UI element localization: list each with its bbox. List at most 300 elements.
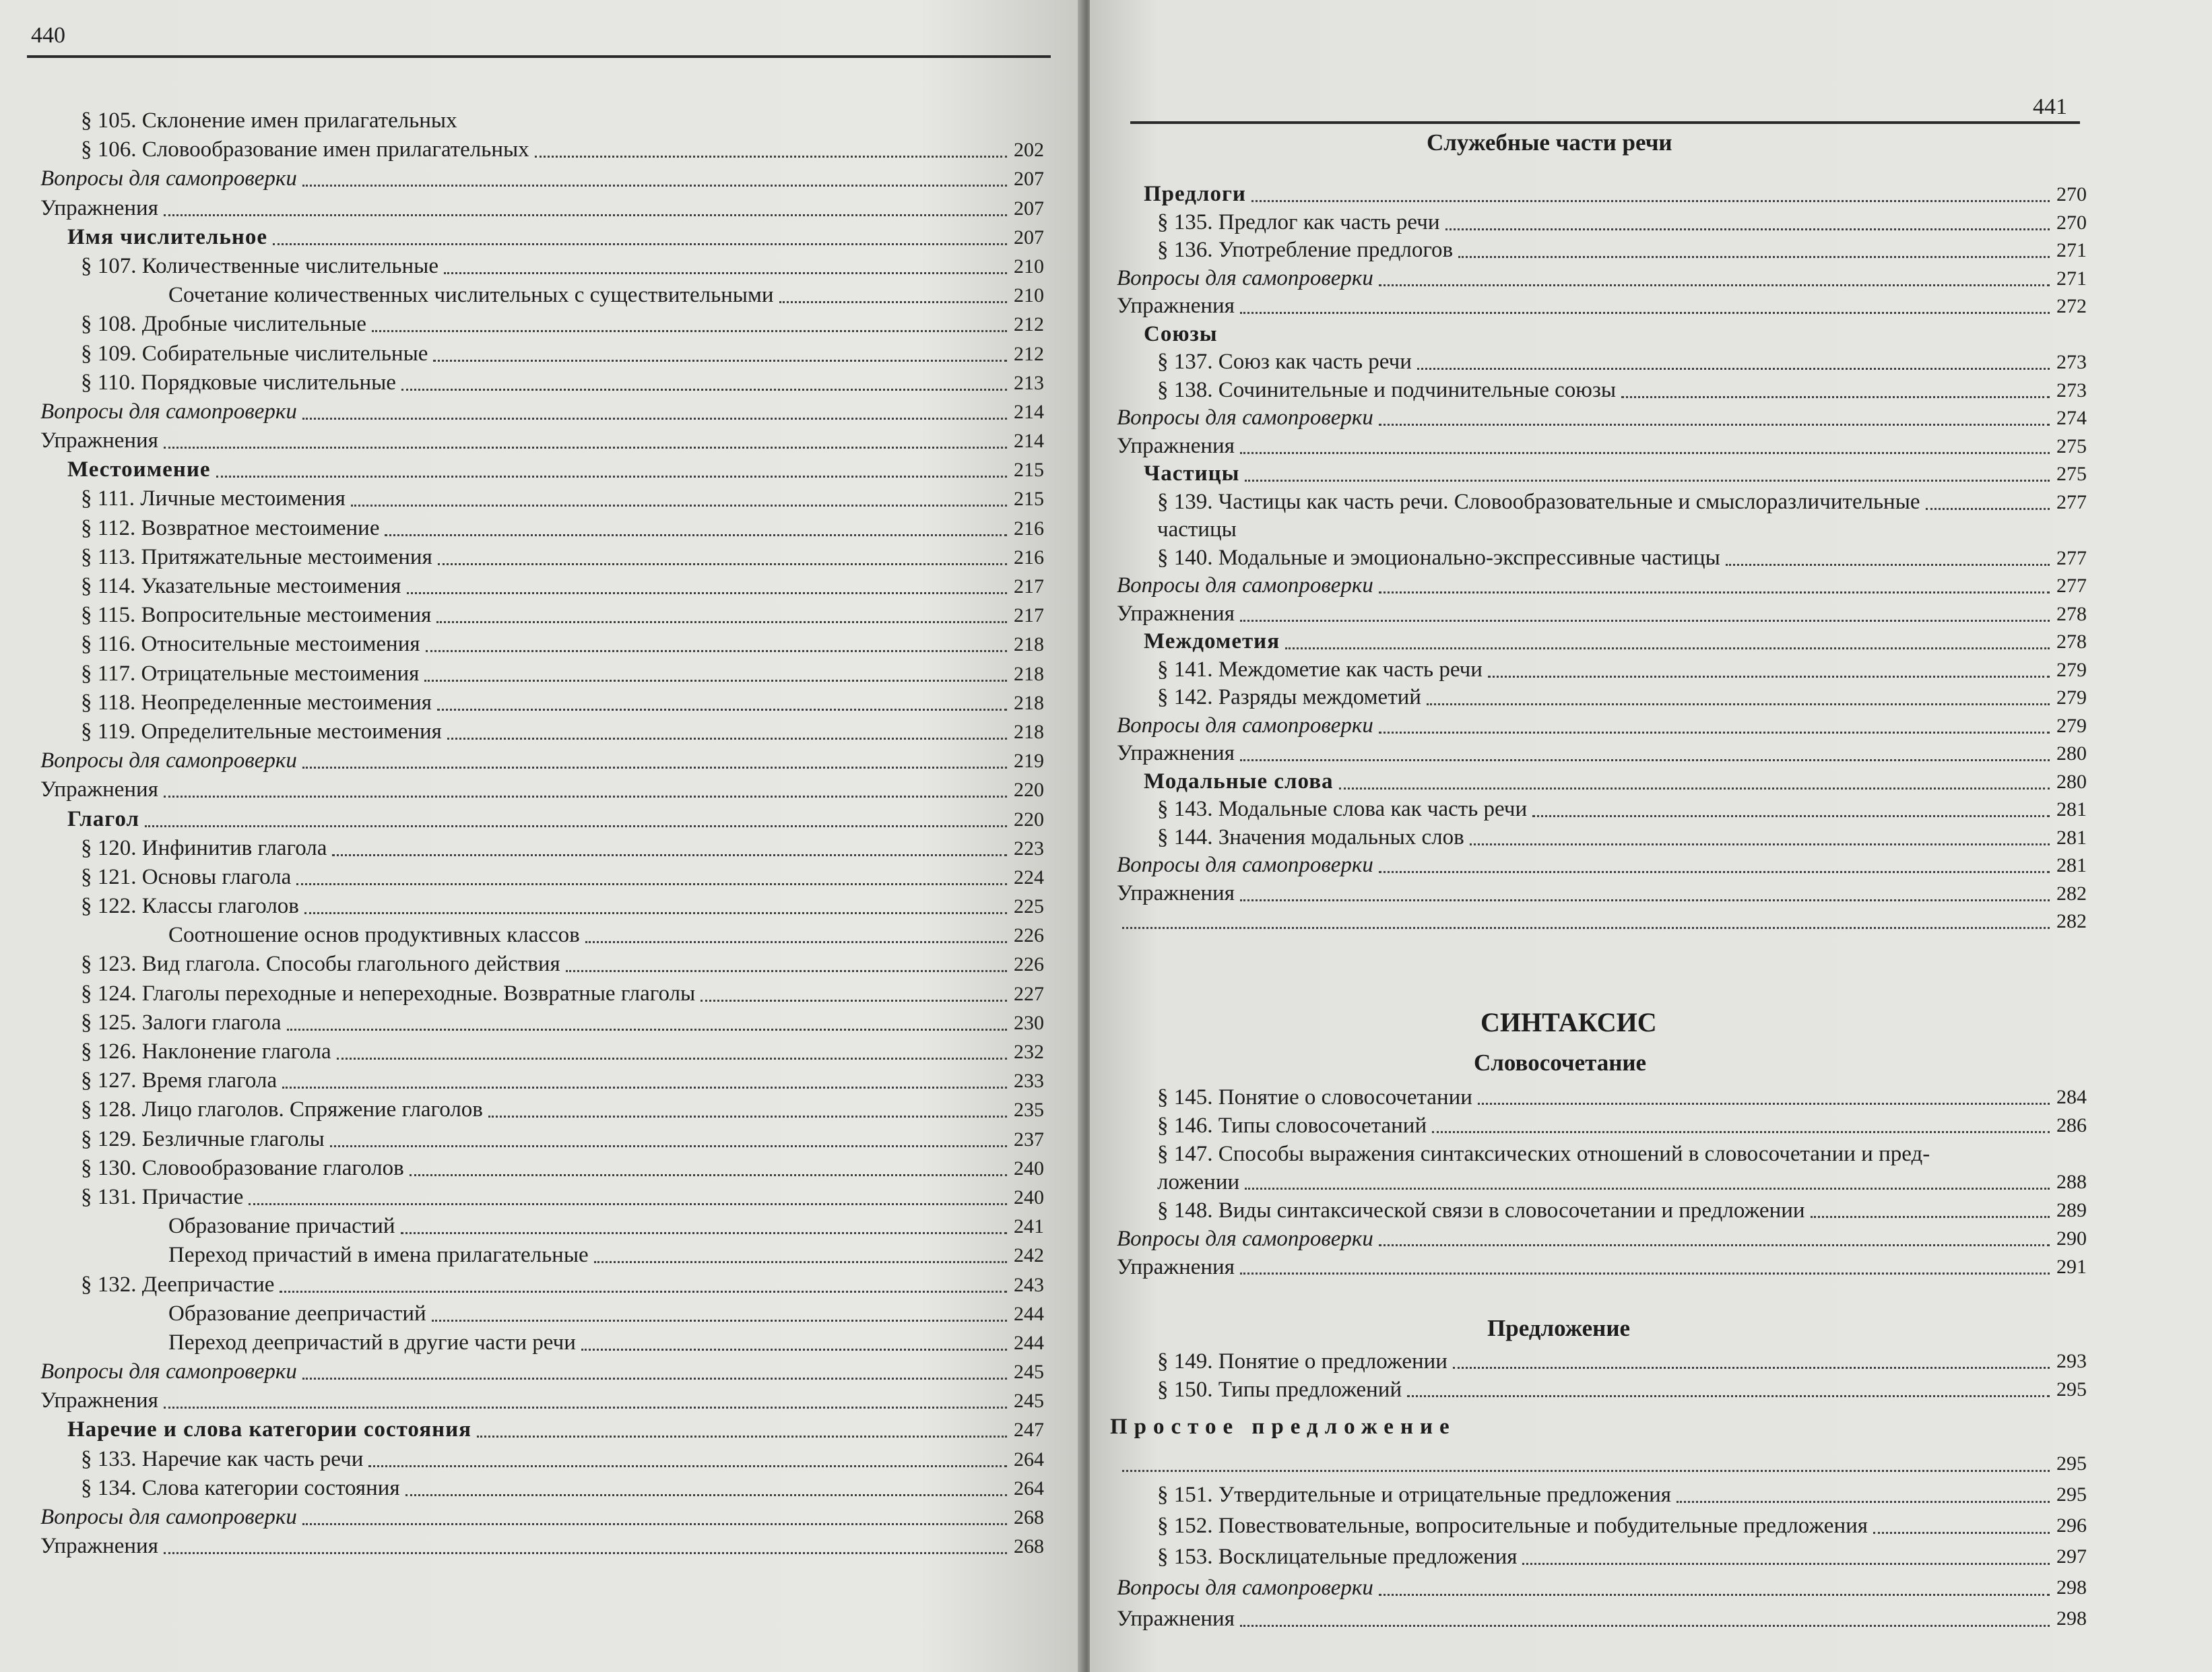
toc-entry-page: 225 [1014,895,1044,918]
toc-entry-page: 273 [2056,351,2087,373]
toc-entry-label: § 122. Классы глаголов [81,894,299,919]
dot-leader [337,1058,1007,1060]
dot-leader [1240,1625,2050,1627]
toc-entry-page: 275 [2056,435,2087,457]
toc-entry-label: Вопросы для самопроверки [1117,853,1373,877]
toc-row [1117,1448,2087,1479]
toc-entry-page: 277 [2056,575,2087,597]
dot-leader [1379,1594,2050,1596]
toc-row [1117,796,2087,824]
toc-row [1117,572,2087,600]
toc-row [40,1066,1044,1095]
toc-row [40,252,1044,281]
toc-row [1117,768,2087,796]
toc-row [1117,348,2087,377]
dot-leader [426,650,1007,652]
toc-entry-label: § 105. Склонение имен прилагательных [81,108,457,133]
toc-row [40,1095,1044,1124]
toc-entry-label: Переход деепричастий в другие части речи [168,1330,576,1355]
dot-leader [164,447,1007,449]
dot-leader [1122,927,2050,929]
toc-entry-label: Имя числительное [67,224,268,249]
toc-entry-label: § 119. Определительные местоимения [81,719,442,744]
toc-row [1117,1541,2087,1572]
toc-entry-page: 271 [2056,239,2087,261]
toc-entry-page: 279 [2056,686,2087,709]
dot-leader [332,854,1007,856]
toc-entry-page: 207 [1014,168,1044,191]
dot-leader [216,476,1007,478]
toc-row [1117,1140,2087,1168]
toc-entry-label: § 151. Утвердительные и отрицательные предложения [1157,1483,1671,1507]
toc-entry-label: Союзы [1144,321,1218,346]
toc-entry-page: 289 [2056,1199,2087,1221]
toc-entry-label: § 129. Безличные глаголы [81,1126,325,1151]
toc-row [40,484,1044,513]
toc-entry-label: Вопросы для самопроверки [1117,1576,1373,1600]
toc-row [40,1154,1044,1183]
toc-entry-label: § 137. Союз как часть речи [1157,350,1412,374]
right-header-rule [1130,121,2080,124]
dot-leader [1926,508,2050,510]
dot-leader [1445,228,2050,230]
simple-sentence-toc [1117,1448,2087,1634]
toc-entry-page: 227 [1014,982,1044,1005]
toc-entry-label: § 148. Виды синтаксической связи в словосочетании и предложении [1157,1198,1805,1223]
toc-row [40,1183,1044,1212]
toc-row [1117,1376,2087,1404]
toc-entry-label: Глагол [67,806,140,831]
toc-row [40,455,1044,484]
toc-row [1117,181,2087,209]
dot-leader [438,563,1007,565]
toc-entry-page: 298 [2056,1607,2087,1630]
toc-entry-label: § 128. Лицо глаголов. Спряжение глаголов [81,1097,483,1122]
toc-entry-label: Вопросы для самопроверки [1117,573,1373,598]
toc-entry-page: 226 [1014,924,1044,947]
toc-entry-page: 217 [1014,604,1044,627]
toc-entry-label: Вопросы для самопроверки [40,1359,297,1384]
toc-entry-page: 218 [1014,633,1044,656]
toc-entry-label: § 109. Собирательные числительные [81,341,428,366]
toc-entry-label: Образование причастий [168,1214,395,1239]
toc-row [1117,1225,2087,1253]
dot-leader [1427,703,2050,705]
toc-row [40,921,1044,950]
dot-leader [1240,312,2050,314]
toc-row [40,164,1044,193]
toc-entry-page: 280 [2056,742,2087,765]
toc-entry-label: Соотношение основ продуктивных классов [168,923,580,948]
toc-entry-label: Вопросы для самопроверки [40,166,297,191]
dot-leader [1488,676,2050,678]
toc-row [40,1212,1044,1241]
toc-entry-page: 245 [1014,1390,1044,1413]
toc-row [1117,265,2087,293]
toc-entry-page: 235 [1014,1099,1044,1122]
phrase-heading: Словосочетание [1474,1050,1647,1076]
toc-entry-label: § 113. Притяжательные местоимения [81,544,432,569]
dot-leader [444,272,1007,274]
dot-leader [447,738,1007,740]
toc-entry-page: 247 [1014,1419,1044,1442]
dot-leader [1240,452,2050,454]
toc-entry-label: § 118. Неопределенные местоимения [81,690,432,715]
toc-row [40,1271,1044,1299]
toc-entry-label: Наречие и слова категории состояния [67,1417,472,1442]
dot-leader [1458,256,2050,258]
dot-leader [1811,1216,2050,1218]
toc-row [40,660,1044,688]
toc-entry-label: § 111. Личные местоимения [81,486,346,511]
toc-row [1117,236,2087,265]
dot-leader [407,592,1007,594]
toc-entry-page: 202 [1014,139,1044,162]
dot-leader [385,534,1007,536]
toc-row [40,630,1044,659]
toc-row [1117,432,2087,461]
dot-leader [1470,843,2050,845]
right-section-heading: Служебные части речи [1427,129,1672,156]
toc-row [40,1415,1044,1444]
toc-entry-page: 281 [2056,854,2087,876]
dot-leader [1478,1103,2050,1105]
toc-entry-page: 245 [1014,1361,1044,1384]
toc-row [40,340,1044,368]
toc-entry-label: Упражнения [1117,1255,1235,1279]
toc-entry-label: § 135. Предлог как часть речи [1157,210,1440,234]
toc-entry-page: 297 [2056,1545,2087,1568]
toc-row [40,601,1044,630]
toc-entry-label: Упражнения [40,195,158,220]
dot-leader [164,1552,1007,1554]
toc-entry-label: Образование деепричастий [168,1301,426,1326]
right-toc [1117,181,2087,936]
toc-row [40,135,1044,164]
dot-leader [1285,647,2050,649]
toc-entry-page: 224 [1014,866,1044,889]
dot-leader [164,214,1007,216]
toc-entry-label: § 126. Наклонение глагола [81,1039,331,1064]
toc-entry-page: 232 [1014,1041,1044,1063]
toc-row [40,281,1044,310]
dot-leader [302,1523,1007,1525]
toc-row [40,979,1044,1008]
toc-entry-page: 220 [1014,808,1044,831]
dot-leader [401,389,1007,391]
toc-entry-page: 223 [1014,837,1044,860]
dot-leader [1251,200,2050,202]
dot-leader [535,156,1007,158]
toc-entry-label: Вопросы для самопроверки [1117,1227,1373,1251]
toc-row [1117,1083,2087,1112]
toc-entry-label: Вопросы для самопроверки [1117,713,1373,738]
toc-entry-page: 277 [2056,490,2087,513]
dot-leader [585,941,1007,943]
toc-entry-page: 216 [1014,546,1044,569]
toc-entry-label: Упражнения [1117,880,1235,905]
toc-row [40,572,1044,601]
toc-entry-page: 264 [1014,1477,1044,1500]
dot-leader [424,680,1007,682]
toc-row [40,1037,1044,1066]
toc-entry-page: 298 [2056,1576,2087,1599]
toc-row [1117,321,2087,349]
toc-entry-page: 278 [2056,602,2087,625]
toc-row [40,106,1044,135]
toc-row [1117,516,2087,544]
toc-entry-page: 273 [2056,379,2087,401]
toc-entry-label: Упражнения [40,1388,158,1413]
toc-entry-page: 216 [1014,517,1044,540]
toc-entry-label: Вопросы для самопроверки [1117,406,1373,430]
dot-leader [280,1291,1007,1293]
toc-entry-page: 281 [2056,798,2087,821]
toc-entry-page: 286 [2056,1114,2087,1136]
toc-entry-page: 271 [2056,267,2087,290]
toc-entry-label: § 115. Вопросительные местоимения [81,603,432,628]
toc-row [40,892,1044,921]
toc-row [40,368,1044,397]
dot-leader [296,883,1007,885]
dot-leader [581,1349,1007,1351]
toc-row [40,717,1044,746]
toc-row [1117,740,2087,768]
toc-entry-page: 277 [2056,546,2087,569]
toc-row [40,950,1044,979]
toc-row [1117,1572,2087,1603]
toc-row [1117,460,2087,488]
toc-row [40,1445,1044,1474]
toc-row [1117,628,2087,656]
toc-entry-label: § 130. Словообразование глаголов [81,1155,404,1180]
toc-entry-label: Переход причастий в имена прилагательные [168,1243,589,1268]
toc-row [1117,880,2087,908]
toc-entry-label: § 107. Количественные числительные [81,253,438,278]
toc-entry-label: Вопросы для самопроверки [40,399,297,424]
toc-entry-page: 220 [1014,779,1044,802]
dot-leader [164,1407,1007,1409]
dot-leader [1726,564,2050,566]
toc-row [40,1299,1044,1328]
dot-leader [1379,284,2050,286]
toc-entry-page: 274 [2056,407,2087,429]
toc-entry-page: 240 [1014,1157,1044,1180]
toc-row [40,805,1044,834]
toc-entry-page: 296 [2056,1514,2087,1537]
toc-entry-label: § 136. Употребление предлогов [1157,238,1454,262]
toc-row [1117,488,2087,517]
toc-row [40,223,1044,252]
toc-entry-label: § 149. Понятие о предложении [1157,1349,1447,1374]
toc-entry-label: § 143. Модальные слова как часть речи [1157,797,1528,821]
toc-entry-page: 279 [2056,714,2087,737]
toc-row [40,1125,1044,1154]
dot-leader [566,970,1007,972]
dot-leader [1621,396,2050,398]
toc-entry-page: 219 [1014,750,1044,773]
toc-entry-page: 281 [2056,826,2087,849]
toc-entry-label: Сочетание количественных числительных с существительными [168,283,774,308]
toc-row [40,1474,1044,1503]
toc-row [1117,292,2087,321]
toc-entry-label: § 133. Наречие как часть речи [81,1446,364,1471]
toc-entry-page: 295 [2056,1483,2087,1506]
toc-entry-label: § 139. Частицы как часть речи. Словообразовательные и смыслоразличительные [1157,489,1920,514]
toc-row [1117,907,2087,936]
toc-entry-label: § 140. Модальные и эмоционально-экспрессивные частицы [1157,545,1720,570]
sentence-heading: Предложение [1487,1315,1631,1341]
dot-leader [1240,899,2050,901]
toc-entry-label: § 134. Слова категории состояния [81,1475,400,1500]
toc-row [40,1386,1044,1415]
toc-row [40,1328,1044,1357]
dot-leader [304,912,1007,914]
toc-entry-page: 207 [1014,197,1044,220]
toc-row [40,426,1044,455]
toc-row [40,194,1044,223]
dot-leader [1453,1367,2050,1369]
dot-leader [1240,759,2050,761]
toc-entry-label: Упражнения [1117,294,1235,318]
toc-entry-page: 288 [2056,1171,2087,1193]
toc-entry-page: 290 [2056,1227,2087,1250]
toc-entry-label: § 117. Отрицательные местоимения [81,661,420,686]
dot-leader [1432,1131,2050,1133]
toc-row [40,775,1044,804]
toc-entry-label: § 150. Типы предложений [1157,1378,1402,1402]
dot-leader [1532,815,2050,817]
toc-entry-page: 284 [2056,1086,2087,1108]
dot-leader [1122,1470,2050,1472]
dot-leader [1522,1563,2050,1565]
toc-row [40,863,1044,892]
toc-entry-label: § 147. Способы выражения синтаксических отношений в словосочетании и пред- [1157,1142,1930,1166]
toc-entry-page: 264 [1014,1448,1044,1471]
toc-entry-page: 293 [2056,1350,2087,1372]
toc-entry-page: 244 [1014,1331,1044,1354]
toc-entry-label: § 114. Указательные местоимения [81,574,401,598]
toc-entry-page: 242 [1014,1244,1044,1267]
dot-leader [1379,591,2050,593]
toc-entry-page: 230 [1014,1011,1044,1034]
dot-leader [594,1261,1007,1263]
toc-entry-page: 240 [1014,1186,1044,1209]
toc-row [40,1008,1044,1037]
toc-entry-label: Упражнения [1117,601,1235,626]
toc-entry-label: Вопросы для самопроверки [40,1505,297,1529]
toc-row [40,1532,1044,1561]
toc-entry-label: ложении [1157,1170,1240,1194]
dot-leader [302,418,1007,420]
dot-leader [1240,1273,2050,1275]
toc-row [1117,1479,2087,1510]
toc-row [1117,1603,2087,1634]
dot-leader [405,1494,1007,1496]
dot-leader [368,1465,1007,1467]
dot-leader [410,1174,1007,1176]
toc-entry-page: 275 [2056,463,2087,485]
toc-row [40,1357,1044,1386]
toc-entry-label: § 145. Понятие о словосочетании [1157,1085,1472,1110]
toc-entry-page: 218 [1014,662,1044,685]
toc-row [40,688,1044,717]
toc-entry-label: § 106. Словообразование имен прилагательных [81,137,529,162]
toc-entry-page: 214 [1014,400,1044,423]
left-toc [40,106,1044,1561]
toc-entry-label: Вопросы для самопроверки [40,748,297,773]
toc-row [1117,656,2087,684]
toc-entry-label: § 152. Повествовательные, вопросительные и побудительные предложения [1157,1514,1868,1538]
dot-leader [273,243,1007,245]
dot-leader [401,1232,1007,1234]
dot-leader [282,1087,1007,1089]
toc-entry-page: 282 [2056,882,2087,905]
toc-entry-label: Упражнения [1117,433,1235,458]
toc-entry-label: § 120. Инфинитив глагола [81,835,327,860]
toc-entry-label: Упражнения [40,777,158,802]
toc-entry-page: 210 [1014,284,1044,307]
toc-row [40,1241,1044,1270]
toc-row [40,746,1044,775]
toc-entry-label: § 142. Разряды междометий [1157,685,1421,709]
toc-row [1117,209,2087,237]
toc-entry-page: 278 [2056,631,2087,653]
toc-entry-label: Вопросы для самопроверки [1117,265,1373,290]
toc-row [1117,1510,2087,1541]
toc-row [1117,600,2087,629]
dot-leader [436,621,1007,623]
toc-entry-page: 279 [2056,658,2087,681]
toc-entry-page: 295 [2056,1452,2087,1475]
toc-entry-page: 212 [1014,342,1044,365]
toc-row [40,310,1044,339]
toc-entry-label: § 144. Значения модальных слов [1157,825,1464,849]
right-page-number: 441 [2033,94,2067,119]
toc-row [1117,1196,2087,1225]
toc-entry-label: § 141. Междометие как часть речи [1157,657,1483,682]
dot-leader [477,1436,1007,1438]
toc-entry-page: 244 [1014,1302,1044,1325]
toc-row [40,1503,1044,1532]
phrase-toc [1117,1083,2087,1281]
toc-entry-page: 226 [1014,953,1044,976]
toc-entry-label: § 110. Порядковые числительные [81,370,396,395]
toc-entry-page: 215 [1014,488,1044,511]
dot-leader [1677,1501,2050,1503]
toc-row [40,514,1044,543]
toc-entry-page: 270 [2056,211,2087,234]
toc-entry-page: 268 [1014,1506,1044,1529]
toc-entry-page: 207 [1014,226,1044,249]
toc-entry-label: Упражнения [40,428,158,453]
sentence-toc [1117,1347,2087,1404]
toc-entry-page: 218 [1014,691,1044,714]
dot-leader [488,1116,1007,1118]
dot-leader [1379,424,2050,426]
dot-leader [249,1203,1007,1205]
toc-entry-page: 212 [1014,313,1044,336]
toc-entry-label: § 146. Типы словосочетаний [1157,1114,1427,1138]
dot-leader [1379,1244,2050,1246]
toc-row [1117,851,2087,880]
toc-entry-label: § 131. Причастие [81,1184,244,1209]
toc-row [1117,1347,2087,1376]
toc-entry-page: 270 [2056,183,2087,205]
dot-leader [437,709,1007,711]
toc-entry-page: 214 [1014,430,1044,453]
toc-row [1117,824,2087,852]
